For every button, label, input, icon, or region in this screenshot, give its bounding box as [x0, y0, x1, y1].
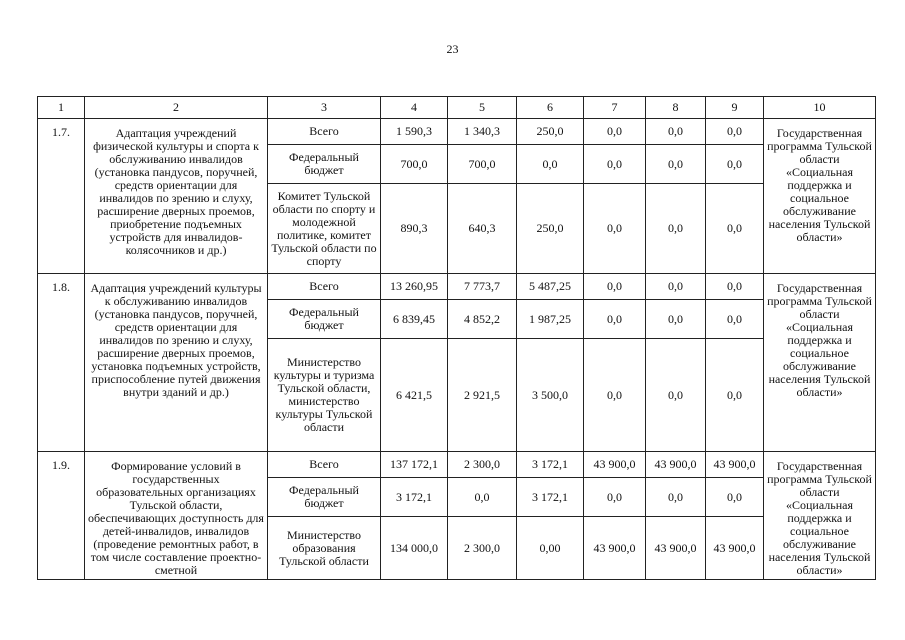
value-cell: 0,0	[706, 145, 764, 184]
value-cell: 250,0	[517, 184, 584, 274]
value-cell: 5 487,25	[517, 274, 584, 300]
funding-source: Федеральный бюджет	[268, 145, 381, 184]
value-cell: 1 987,25	[517, 300, 584, 339]
value-cell: 6 421,5	[381, 339, 448, 452]
value-cell: 4 852,2	[448, 300, 517, 339]
value-cell: 0,0	[706, 274, 764, 300]
item-number: 1.7.	[38, 119, 85, 274]
program-name: Государственная программа Тульской области «Социальная поддержка и социальное обслуживание населения Тульской области»	[764, 452, 876, 580]
value-cell: 0,0	[706, 478, 764, 517]
table-row	[38, 119, 876, 145]
funding-source: Всего	[268, 274, 381, 300]
value-cell: 7 773,7	[448, 274, 517, 300]
value-cell: 3 172,1	[517, 452, 584, 478]
page-number: 23	[446, 42, 459, 56]
value-cell: 0,0	[584, 119, 646, 145]
funding-source: Министерство культуры и туризма Тульской области, министерство культуры Тульской области	[268, 339, 381, 452]
value-cell: 0,0	[706, 300, 764, 339]
item-description: Формирование условий в государственных образовательных организациях Тульской области, обеспечивающих доступность для детей-инвалидов, инвалидов (проведение ремонтных работ, в том числе составление проектно-сметной	[85, 452, 268, 580]
value-cell: 0,0	[646, 274, 706, 300]
header-row	[38, 97, 876, 119]
value-cell: 43 900,0	[646, 517, 706, 580]
funding-source: Федеральный бюджет	[268, 300, 381, 339]
value-cell: 0,0	[646, 119, 706, 145]
value-cell: 6 839,45	[381, 300, 448, 339]
value-cell: 0,0	[448, 478, 517, 517]
header-cell: 7	[584, 97, 646, 119]
value-cell: 0,0	[706, 184, 764, 274]
value-cell: 43 900,0	[706, 452, 764, 478]
value-cell: 3 500,0	[517, 339, 584, 452]
value-cell: 2 921,5	[448, 339, 517, 452]
header-cell: 6	[517, 97, 584, 119]
program-name: Государственная программа Тульской области «Социальная поддержка и социальное обслуживание населения Тульской области»	[764, 119, 876, 274]
value-cell: 0,0	[517, 145, 584, 184]
program-name: Государственная программа Тульской области «Социальная поддержка и социальное обслуживание населения Тульской области»	[764, 274, 876, 452]
value-cell: 0,00	[517, 517, 584, 580]
header-cell: 8	[646, 97, 706, 119]
header-cell: 4	[381, 97, 448, 119]
item-description: Адаптация учреждений физической культуры и спорта к обслуживанию инвалидов (установка пандусов, поручней, средств ориентации для инвалидов по зрению и слуху, расширение дверных проемов, приобретение подъемных устройств для инвалидов-колясочников и др.)	[85, 119, 268, 274]
value-cell: 0,0	[706, 339, 764, 452]
value-cell: 0,0	[646, 184, 706, 274]
header-cell: 5	[448, 97, 517, 119]
value-cell: 0,0	[584, 478, 646, 517]
value-cell: 137 172,1	[381, 452, 448, 478]
value-cell: 0,0	[584, 300, 646, 339]
item-number: 1.9.	[38, 452, 85, 580]
funding-source: Всего	[268, 119, 381, 145]
value-cell: 890,3	[381, 184, 448, 274]
value-cell: 250,0	[517, 119, 584, 145]
value-cell: 0,0	[706, 119, 764, 145]
item-number: 1.8.	[38, 274, 85, 452]
value-cell: 0,0	[646, 300, 706, 339]
funding-table	[37, 96, 876, 580]
funding-source: Всего	[268, 452, 381, 478]
value-cell: 43 900,0	[584, 517, 646, 580]
item-description: Адаптация учреждений культуры к обслуживанию инвалидов (установка пандусов, поручней, средств ориентации для инвалидов по зрению и слуху, расширение дверных проемов, установка подъемных устройств, приспособление путей движения внутри зданий и др.)	[85, 274, 268, 452]
value-cell: 0,0	[646, 478, 706, 517]
value-cell: 2 300,0	[448, 517, 517, 580]
value-cell: 700,0	[381, 145, 448, 184]
header-cell: 2	[85, 97, 268, 119]
value-cell: 43 900,0	[584, 452, 646, 478]
value-cell: 0,0	[584, 339, 646, 452]
value-cell: 0,0	[646, 145, 706, 184]
value-cell: 13 260,95	[381, 274, 448, 300]
value-cell: 1 590,3	[381, 119, 448, 145]
value-cell: 43 900,0	[646, 452, 706, 478]
funding-source: Федеральный бюджет	[268, 478, 381, 517]
value-cell: 2 300,0	[448, 452, 517, 478]
value-cell: 0,0	[584, 145, 646, 184]
value-cell: 3 172,1	[517, 478, 584, 517]
value-cell: 640,3	[448, 184, 517, 274]
header-cell: 1	[38, 97, 85, 119]
value-cell: 0,0	[584, 274, 646, 300]
table-row	[38, 452, 876, 478]
value-cell: 700,0	[448, 145, 517, 184]
funding-source: Комитет Тульской области по спорту и молодежной политике, комитет Тульской области по спорту	[268, 184, 381, 274]
value-cell: 134 000,0	[381, 517, 448, 580]
table-row	[38, 274, 876, 300]
header-cell: 3	[268, 97, 381, 119]
value-cell: 3 172,1	[381, 478, 448, 517]
value-cell: 0,0	[646, 339, 706, 452]
header-cell: 9	[706, 97, 764, 119]
value-cell: 0,0	[584, 184, 646, 274]
value-cell: 43 900,0	[706, 517, 764, 580]
value-cell: 1 340,3	[448, 119, 517, 145]
header-cell: 10	[764, 97, 876, 119]
funding-source: Министерство образования Тульской области	[268, 517, 381, 580]
